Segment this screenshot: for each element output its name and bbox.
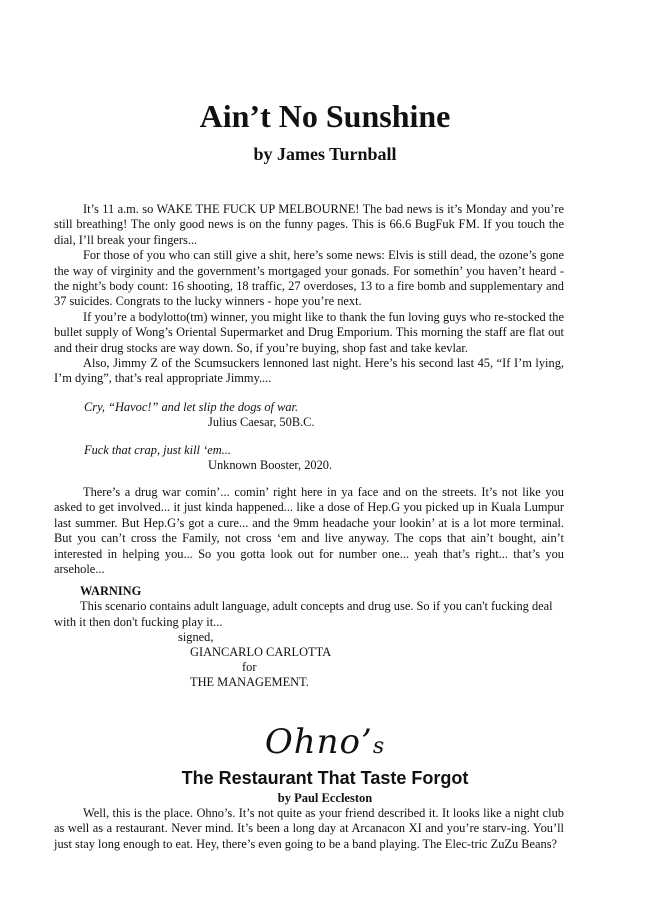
article-byline: by James Turnball xyxy=(253,144,397,164)
paragraph: If you’re a bodylotto(tm) winner, you might like to thank the fun loving guys who re-stocked the bullet supply of Wong’s Oriental Supermarket and Drug Emporium. This morning the staff are flat out and their drug stocks are way down. So, if you’re buying, shop fast and take kevlar. xyxy=(54,309,564,355)
paragraph: It’s 11 a.m. so WAKE THE FUCK UP MELBOURNE! The bad news is it’s Monday and you’re still breathing! The only good news is on the funny pages. This is 66.6 BugFuk FM. If you touch the dial, I’ll break your fingers... xyxy=(54,202,564,247)
signature-name: GIANCARLO CARLOTTA xyxy=(190,645,332,659)
warning-heading: WARNING xyxy=(80,584,142,598)
quote-text: Cry, “Havoc!” and let slip the dogs of war. xyxy=(84,400,299,414)
quote-text: Fuck that crap, just kill ‘em... xyxy=(84,443,231,457)
section-body xyxy=(54,806,564,852)
signed-label: signed, xyxy=(178,630,214,644)
article-title: Ain’t No Sunshine xyxy=(199,98,451,134)
section-byline: by Paul Eccleston xyxy=(277,791,373,805)
epigraph-quote xyxy=(84,400,484,431)
article-body-continued xyxy=(54,485,564,577)
ohnos-logo xyxy=(0,722,650,767)
logo-tail: s xyxy=(372,734,386,759)
section-title: The Restaurant That Taste Forgot xyxy=(181,768,469,788)
paragraph: Also, Jimmy Z of the Scumsuckers lennoned last night. Here’s his second last 45, “If I’m lying, I’m dying”, that’s real appropriate Jimmy.... xyxy=(54,356,564,386)
quote-attribution: Julius Caesar, 50B.C. xyxy=(208,415,315,430)
article-body xyxy=(54,202,564,387)
warning-text: This scenario contains adult language, adult concepts and drug use. So if you can't fucking deal with it then don't fucking play it... xyxy=(54,599,553,629)
signature-management: THE MANAGEMENT. xyxy=(190,675,309,689)
quote-attribution: Unknown Booster, 2020. xyxy=(208,458,333,473)
logo-text: Ohno’ xyxy=(264,722,373,762)
paragraph: Well, this is the place. Ohno’s. It’s not quite as your friend described it. It looks like a night club as well as a restaurant. Never mind. It’s been a long day at Arcanacon XI and you’re starv-ing. You’ll just stay long enough to eat. Hey, there’s even going to be a band playing. The Elec-tric ZuZu Beans? xyxy=(54,806,564,851)
epigraph-quote xyxy=(84,443,484,474)
warning-block xyxy=(54,584,564,630)
paragraph: There’s a drug war comin’... comin’ right here in ya face and on the streets. It’s not like you asked to get involved... it just kinda happened... like a dose of Hep.G you picked up in Kuala Lumpur last summer. But Hep.G’s got a cure... and the 9mm headache your lookin’ at is a lot more terminal. But you can’t cross the Family, not cross ‘em and live anyway. The cops that ain’t bought, ain’t interested in helping you... So you gotta look out for number one... yeah that’s right... that’s you arsehole... xyxy=(54,485,564,577)
signature-for: for xyxy=(242,660,257,674)
paragraph: For those of you who can still give a shit, here’s some news: Elvis is still dead, the ozone’s gone the way of virginity and the government’s mortgaged your gonads. For somethin’ you haven’t heard - the night’s body count: 16 shooting, 18 traffic, 27 overdoses, 13 to a fire bomb and supplementary and 37 suicides. Congrats to the lucky winners - hope you’re next. xyxy=(54,248,564,309)
